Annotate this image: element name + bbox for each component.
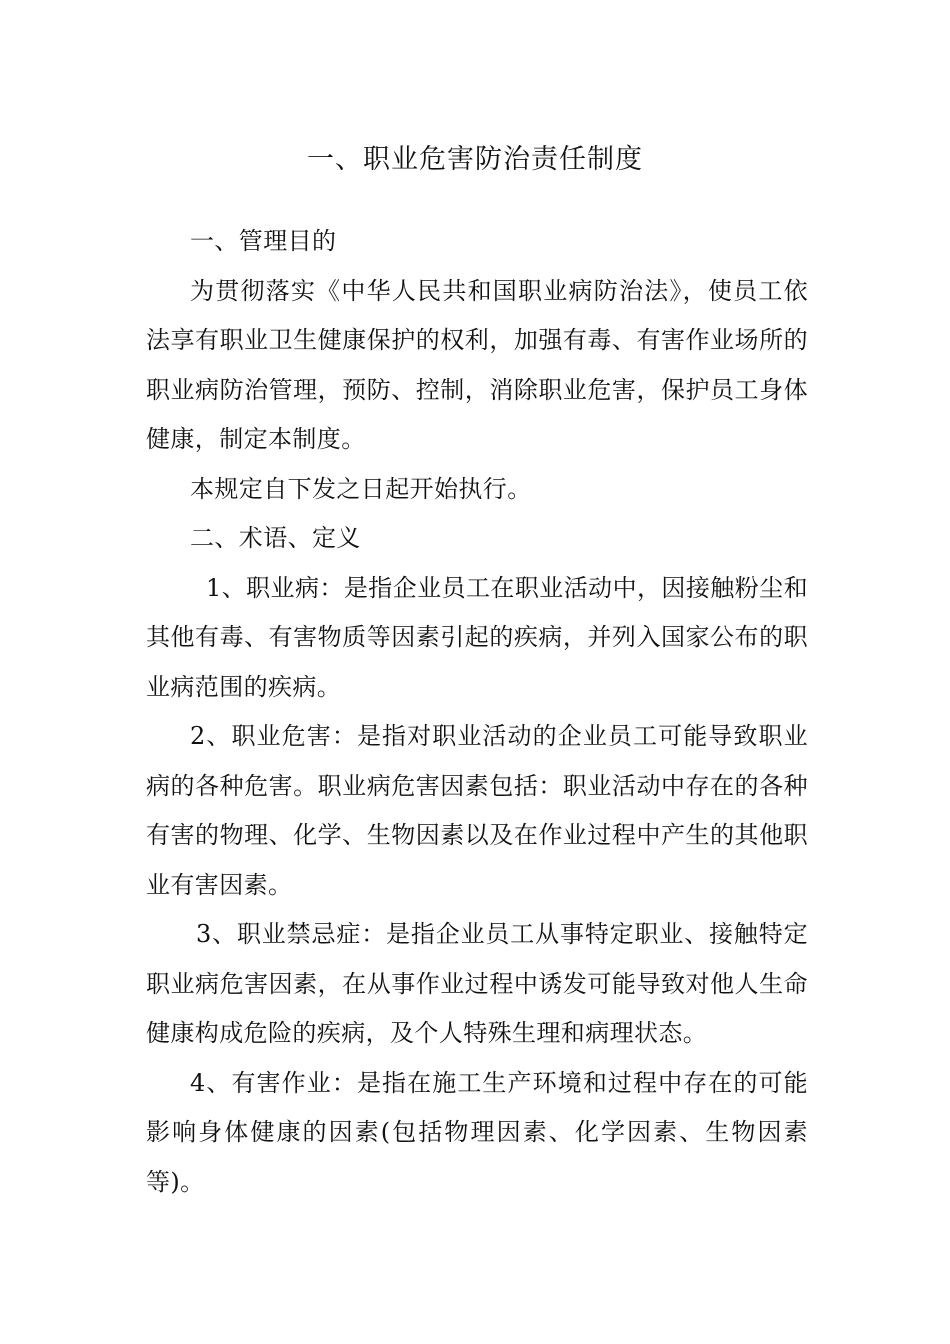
paragraph-purpose: 为贯彻落实《中华人民共和国职业病防治法》，使员工依法享有职业卫生健康保护的权利，加强有毒、有害作业场所的职业病防治管理，预防、控制，消除职业危害，保护员工身体健康，制定本制度。: [146, 276, 808, 453]
definition-occupational-disease: 1、职业病：是指企业员工在职业活动中，因接触粉尘和其他有毒、有害物质等因素引起的疾病，并列入国家公布的职业病范围的疾病。: [146, 573, 808, 701]
paragraph-effective-date: 本规定自下发之日起开始执行。: [190, 474, 532, 503]
document-body: [146, 217, 808, 1207]
section-heading-purpose: 一、管理目的: [190, 227, 337, 255]
document-title: 一、职业危害防治责任制度: [307, 144, 643, 175]
definition-hazardous-work: 4、有害作业：是指在施工生产环境和过程中存在的可能影响身体健康的因素(包括物理因素、化学因素、生物因素等)。: [146, 1068, 808, 1196]
section-heading-definitions: 二、术语、定义: [190, 524, 361, 552]
definition-occupational-hazard: 2、职业危害：是指对职业活动的企业员工可能导致职业病的各种危害。职业病危害因素包括：职业活动中存在的各种有害的物理、化学、生物因素以及在作业过程中产生的其他职业有害因素。: [146, 722, 808, 899]
definition-occupational-contraindication: 3、职业禁忌症：是指企业员工从事特定职业、接触特定职业病危害因素，在从事作业过程中诱发可能导致对他人生命健康构成危险的疾病，及个人特殊生理和病理状态。: [146, 920, 808, 1047]
